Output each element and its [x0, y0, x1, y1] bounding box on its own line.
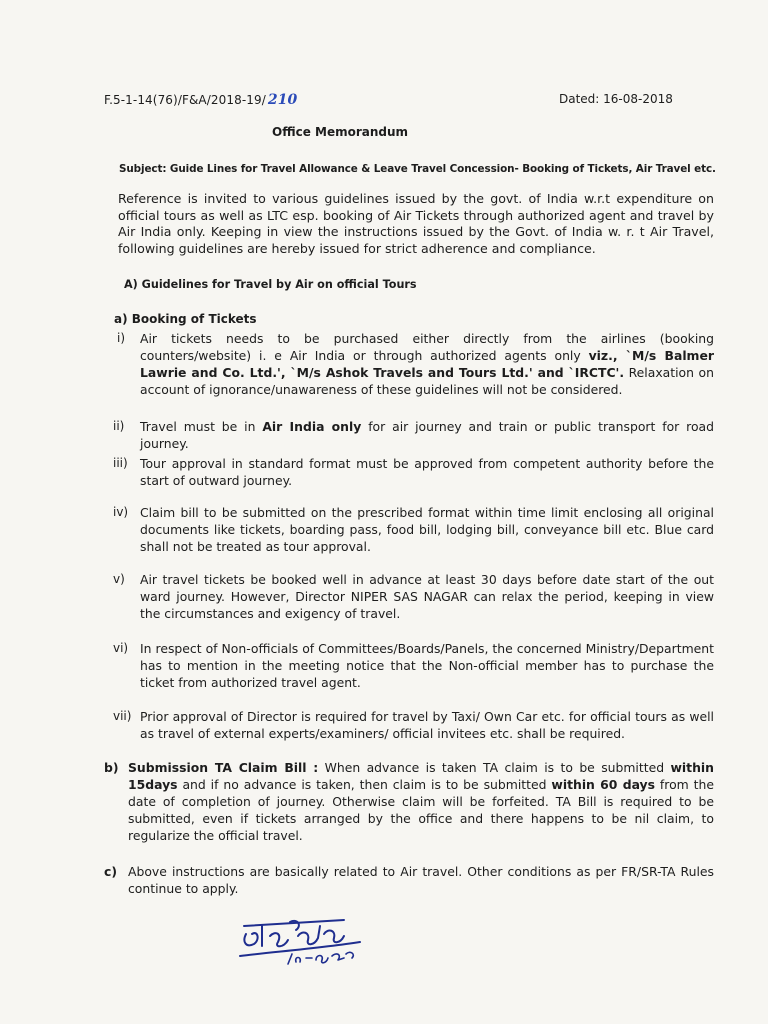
section-b-label: b)	[104, 760, 119, 775]
signature-drawing	[232, 912, 372, 972]
section-c-paragraph: Above instructions are basically related to Air travel. Other conditions as per FR/SR-TA Rules continue to apply.	[128, 864, 714, 896]
document-date: Dated: 16-08-2018	[559, 92, 673, 106]
subject-line: Subject: Guide Lines for Travel Allowance & Leave Travel Concession- Booking of Tickets, Air Travel etc.	[119, 163, 716, 175]
intro-paragraph: Reference is invited to various guidelines issued by the govt. of India w.r.t expenditure on official tours as well as LTC esp. booking of Air Tickets through authorized agent and travel by Air India only. Keeping in view the instructions issued by the Govt. of India w. r. t Air Travel, following guidelines are hereby issued for strict adherence and compliance.	[118, 191, 714, 256]
item-text: Air travel tickets be booked well in advance at least 30 days before date start of the out ward journey. However, Director NIPER SAS NAGAR can relax the period, keeping in view the circumstances and exigency of travel.	[140, 572, 714, 621]
signature	[232, 912, 372, 976]
item-text: for air journey and train or public transport for road journey.	[140, 419, 714, 451]
item-number: i)	[117, 331, 126, 345]
item-text: Claim bill to be submitted on the prescribed format within time limit enclosing all original documents like tickets, boarding pass, food bill, lodging bill, conveyance bill etc. Blue card shall not be treated as tour approval.	[140, 505, 714, 554]
item-number: iv)	[113, 505, 129, 519]
guideline-item	[140, 571, 714, 622]
section-b-text: When advance is taken TA claim is to be submitted	[318, 760, 671, 775]
item-text-bold: viz., `M/s Balmer Lawrie and Co. Ltd.', `M/s Ashok Travels and Tours Ltd.' and `IRCTC'.	[140, 348, 714, 380]
item-text: Relaxation on account of ignorance/unawareness of these guidelines will not be considered.	[140, 365, 714, 397]
item-text: Travel must be in	[140, 419, 263, 434]
file-reference	[104, 92, 297, 108]
booking-subheading: a) Booking of Tickets	[114, 312, 257, 326]
item-text: Air tickets needs to be purchased either directly from the airlines (booking counters/website) i. e Air India or through authorized agents only	[140, 331, 714, 363]
guideline-item	[140, 640, 714, 691]
guideline-item	[140, 708, 714, 742]
section-b-bold: within 15days	[128, 760, 714, 792]
page-title: Office Memorandum	[272, 125, 409, 139]
item-number: ii)	[113, 419, 125, 433]
guideline-item	[140, 330, 714, 398]
section-b-bold: within 60 days	[551, 777, 655, 792]
section-b-heading: Submission TA Claim Bill :	[128, 760, 319, 775]
file-reference-printed: F.5-1-14(76)/F&A/2018-19/	[104, 93, 266, 107]
item-text: Tour approval in standard format must be approved from competent authority before the start of outward journey.	[140, 456, 714, 488]
section-b-text: from the date of completion of journey. Otherwise claim will be forfeited. TA Bill is required to be submitted, even if tickets arranged by the office and there happens to be nil claim, to regularize the official travel.	[128, 777, 714, 843]
item-text: Prior approval of Director is required for travel by Taxi/ Own Car etc. for official tours as well as travel of external experts/examiners/ official invitees etc. shall be required.	[140, 709, 714, 741]
section-c-label: c)	[104, 864, 118, 879]
item-text: In respect of Non-officials of Committees/Boards/Panels, the concerned Ministry/Department has to mention in the meeting notice that the Non-official member has to purchase the ticket from authorized travel agent.	[140, 641, 714, 690]
item-number: vii)	[113, 709, 132, 723]
file-reference-handwritten: 210	[267, 92, 298, 108]
item-text-bold: Air India only	[262, 419, 362, 434]
item-number: vi)	[113, 641, 129, 655]
item-number: iii)	[113, 456, 128, 470]
guideline-item	[140, 455, 714, 489]
section-a-heading: A) Guidelines for Travel by Air on official Tours	[124, 278, 417, 291]
guideline-item	[140, 418, 714, 452]
guideline-item	[140, 504, 714, 555]
section-b-text: and if no advance is taken, then claim is to be submitted	[177, 777, 552, 792]
section-b-paragraph	[128, 759, 714, 844]
item-number: v)	[113, 572, 125, 586]
